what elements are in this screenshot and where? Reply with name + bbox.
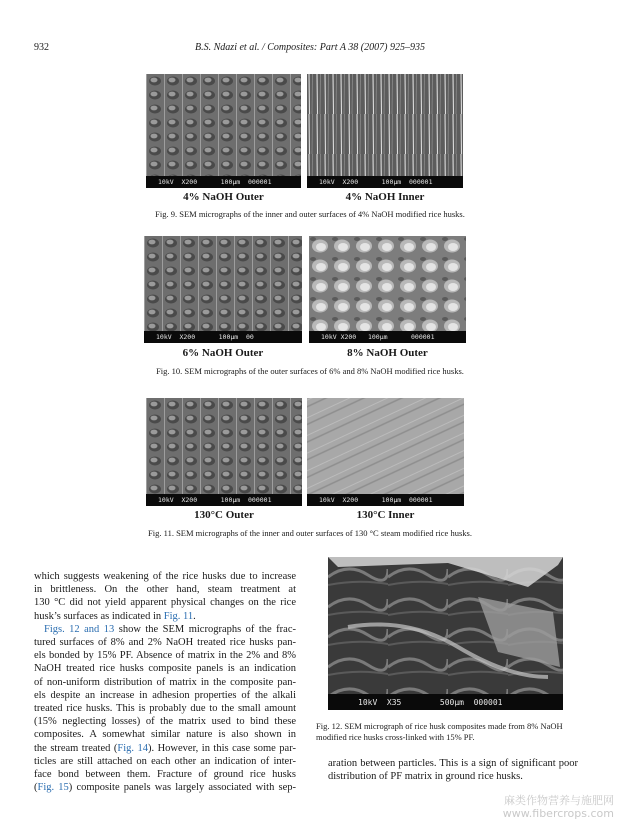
watermark-line2: www.fibercrops.com: [502, 807, 614, 820]
text-line: treated rice husks. This is probably due to the small amount: [34, 703, 296, 715]
watermark: [503, 794, 614, 820]
fig11-right-label: 130°C Inner: [356, 509, 415, 521]
fig11-left-micrograph: [146, 398, 302, 506]
text-line: distribution of PF matrix in ground rice husks.: [328, 771, 523, 783]
fig12-caption-line2: modified rice husks cross-linked with 15% PF.: [316, 732, 475, 742]
text-line: ticles are still attached on each other an indication of inter-: [34, 755, 296, 767]
fig10-left-scalebar: 10kV X200 100μm 00: [144, 331, 302, 343]
fig12-micrograph: [328, 557, 563, 710]
text-line: aration between particles. This is a sign of significant poor: [328, 758, 578, 769]
text-line: 130 °C did not yield apparent physical changes on the rice: [34, 597, 296, 609]
fig11-caption: Fig. 11. SEM micrographs of the inner and outer surfaces of 130 °C steam modified rice husks.: [148, 528, 472, 538]
fig12-caption: [316, 721, 586, 743]
text-line: (15% neglecting losses) of the matrix used to bind these: [34, 716, 296, 728]
text-line: which suggests weakening of the rice husks due to increase: [34, 571, 296, 582]
fig9-left-scalebar: 10kV X200 100μm 000001: [146, 176, 301, 188]
fig9-left-label: 4% NaOH Outer: [183, 191, 264, 203]
text-run: .: [193, 610, 196, 622]
fig12-scalebar: 10kV X35 500μm 000001: [328, 694, 563, 710]
text-run: ) composite panels was largely associated with sep-: [68, 782, 296, 794]
fig10-right-micrograph: [309, 236, 466, 343]
text-line: [34, 742, 296, 755]
text-run: husk’s surfaces as indicated in: [34, 610, 164, 622]
fig12-caption-line1: Fig. 12. SEM micrograph of rice husk composites made from 8% NaOH: [316, 721, 563, 731]
text-line: els despite an increase in adhesion properties of the alkali: [34, 689, 296, 701]
fig11-right-scalebar: 10kV X200 100μm 000001: [307, 494, 464, 506]
fig11-left-scalebar: 10kV X200 100μm 000001: [146, 494, 302, 506]
fig9-right-scalebar: 10kV X200 100μm 000001: [307, 176, 463, 188]
right-column-text: [328, 757, 578, 783]
figs12-13-reference-link[interactable]: Figs. 12 and 13: [44, 623, 115, 635]
running-head: B.S. Ndazi et al. / Composites: Part A 38 (2007) 925–935: [195, 42, 425, 53]
text-line: composites. A somewhat similar nature is also shown in: [34, 729, 296, 741]
page-number: 932: [34, 42, 49, 53]
fig9-left-micrograph: [146, 74, 301, 188]
fig10-right-label: 8% NaOH Outer: [347, 347, 428, 359]
fig10-right-scalebar: 10kV X200 100μm 000001: [309, 331, 466, 343]
fig11-reference-link[interactable]: Fig. 11: [163, 610, 194, 622]
text-line: of non-uniform distribution of matrix in the composite pan-: [34, 676, 296, 688]
paragraph-1: [34, 570, 296, 623]
fig10-left-label: 6% NaOH Outer: [182, 347, 264, 359]
paragraph-2: [34, 623, 296, 795]
text-line: [34, 781, 296, 794]
fig9-right-label: 4% NaOH Inner: [345, 191, 425, 203]
text-line: [34, 610, 296, 623]
watermark-line1: 麻类作物营养与施肥网: [504, 794, 614, 807]
fig9-caption: Fig. 9. SEM micrographs of the inner and outer surfaces of 4% NaOH modified rice husks.: [155, 209, 465, 219]
text-run: show the SEM micrographs of the frac-: [114, 623, 296, 635]
text-line: els bonded by 15% PF. Absence of matrix in the 2% and 8%: [34, 650, 296, 662]
text-line: NaOH treated rice husks composite panels is an indication: [34, 663, 296, 675]
text-line: face bond between them. Fracture of ground rice husks: [34, 769, 296, 781]
fig10-caption: Fig. 10. SEM micrographs of the outer surfaces of 6% and 8% NaOH modified rice husks.: [156, 366, 464, 376]
text-line: tured surfaces of 8% and 2% NaOH treated rice husks pan-: [34, 637, 296, 649]
text-run: ). However, in this case some par-: [147, 742, 296, 754]
text-run: the stream treated (: [34, 742, 118, 754]
fig10-left-micrograph: [144, 236, 302, 343]
text-run: (: [34, 782, 38, 794]
text-line: in brittleness. On the other hand, steam treatment at: [34, 584, 296, 596]
left-column-text: [34, 570, 296, 794]
fig9-right-micrograph: [307, 74, 463, 188]
fig11-right-micrograph: [307, 398, 464, 506]
fig15-reference-link[interactable]: Fig. 15: [37, 782, 69, 794]
fig14-reference-link[interactable]: Fig. 14: [117, 742, 148, 754]
text-line: [34, 623, 296, 636]
fig11-left-label: 130°C Outer: [194, 509, 254, 521]
